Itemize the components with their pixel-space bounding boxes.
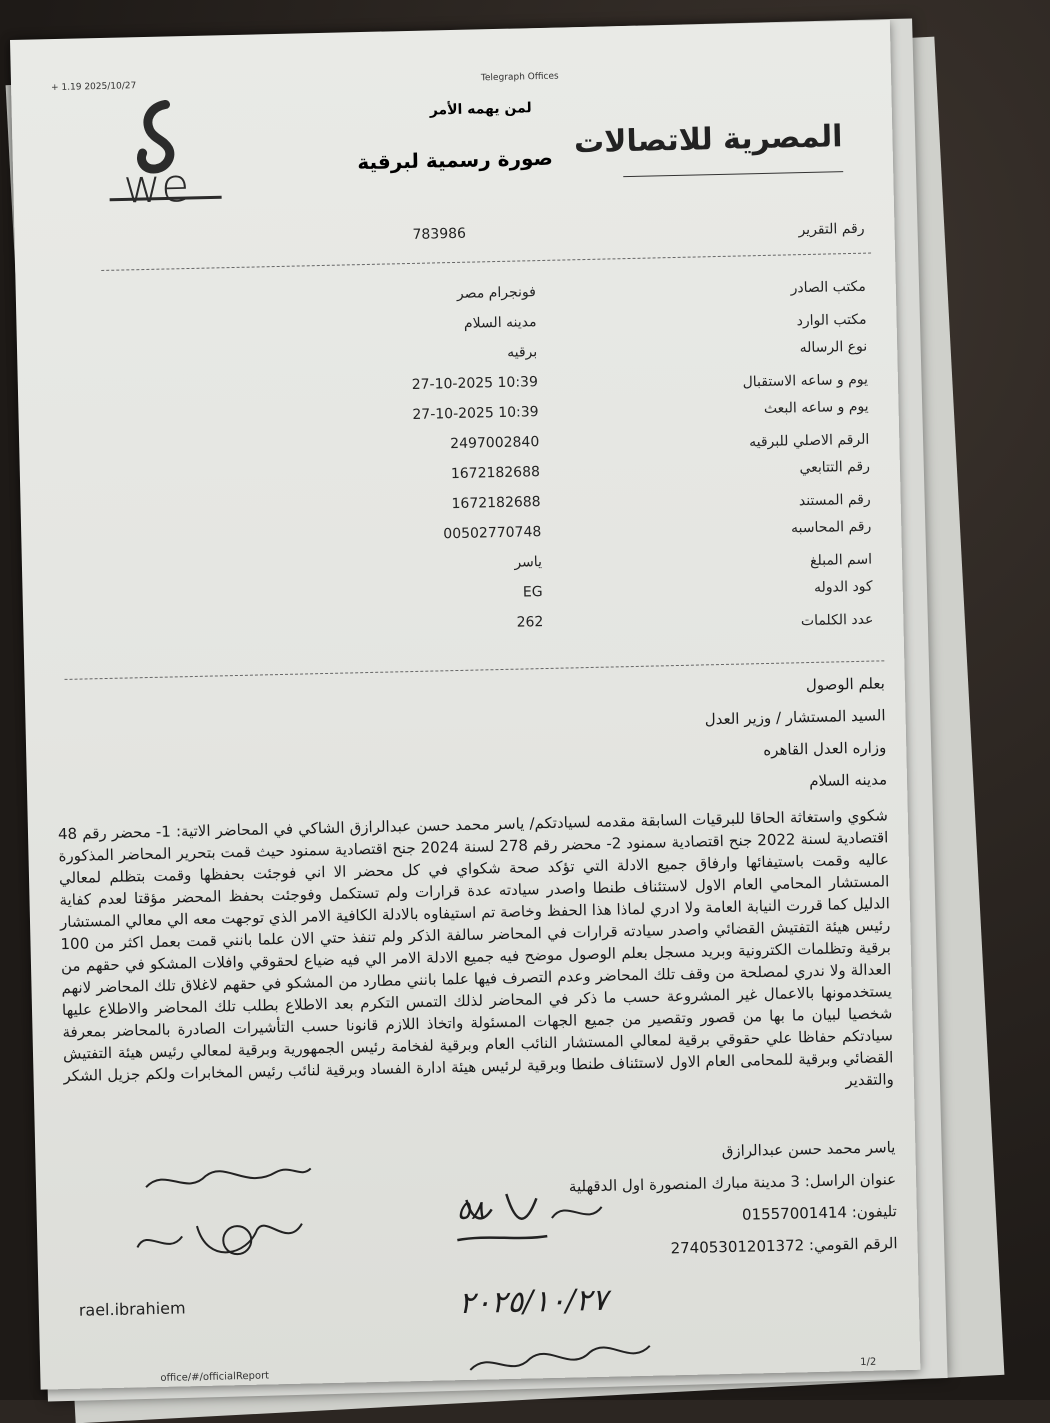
field-value: 262 (516, 614, 544, 631)
recipient-title: السيد المستشار / وزير العدل (704, 706, 886, 729)
field-label: يوم و ساعه الاستقبال (742, 371, 869, 391)
field-label: نوع الرساله (799, 338, 868, 357)
company-logo-text: المصرية للاتصالات (573, 119, 843, 161)
field-value: برقيه (506, 344, 538, 361)
field-value: ياسر (514, 554, 543, 571)
report-number-label: رقم التقرير (798, 220, 865, 239)
field-label: رقم المحاسبه (790, 518, 872, 537)
recipient-city: مدينه السلام (809, 770, 888, 791)
field-value: 27-10-2025 10:39 (411, 374, 539, 393)
field-label: كود الدوله (813, 578, 873, 596)
logo-underline (623, 171, 843, 177)
sender-address: عنوان الراسل: 3 مدينة مبارك المنصورة اول الدقهلية (568, 1170, 897, 1196)
handwritten-signature (125, 1153, 328, 1278)
message-body: شكوي واستغاثة الحاقا للبرقيات السابقة مقدمه لسيادتكم/ ياسر محمد حسن عبدالرازق الشاكي في المحاضر الاتية: 1- محضر رقم 48 اقتصادية لسنة 2022 جنح اقتصادية سمنود 2- محضر رقم 278 لسنة 2024 جنح اقتصادية سمنود حيث قمت بتحرير المحاضر المذكورة عاليه وقمت باستيفائها وارفاق جميع الادلة التي تؤكد صحة شكواي في كل محضر الا اني فوجئت بحفظها وقمت بتظلم لمعالي المستشار المحامي العام الاول لاستئناف طنطا واصدر سيادته عدة قرارات ولم تستكمل وفوجئت بحفظ المحضر مؤقتا لعدم كفاية الدليل كما قررت النيابة العامة ولا ادري لماذا هذا الحفظ وخاصة تم استيفاوه بالادلة الكافية الامر الذي توجهت معه الي معالي المستشار رئيس هيئة التفتيش القضائي واصدر سيادته قرارات في المحاضر سالفة الذكر ولم تنفذ حتي الان علما بانني قمت بعمل اكثر من 100 برقية وتظلمات الكترونية وبريد مسجل بعلم الوصول موضح فيه جميع الادلة الامر الي فيه ضياع لحقوقي وافلات المشكو في حقهم من العدالة ولا ندري لمصلحة من وقف تلك المحاضر وعدم التصرف فيها علما بانني مطارد من المشكو في حقهم لاغلاق تلك المحاضر لانهم يستخدمونها بالاعمال غير المشروعة حسب ما ذكر في المحاضر لذلك التمس التكرم بعد الاطلاع بطلب تلك المحاضر والاطلاع عليها شخصيا لبيان ما بها من قصور وتقصير من جميع الجهات المسئولة واتخاذ اللازم قانونا حسب التأشيرات الصادرة بالمحاضر بمعرفة سيادتكم حفاظا علي حقوقي برقية لمعالي المستشار النائب العام وبرقية لفخامة رئيس الجمهورية وبرقية لمعالي رئيس هيئة التفتيش القضائي وبرقية للمحامى العام الاول لاستئناف طنطا وبرقية لرئيس هيئة ادارة الفساد وبرقية لنائب رئيس المخابرات ولكم جزيل الشكر والتقدير (57, 806, 895, 1090)
we-logo-text: we (122, 157, 190, 214)
field-value: فونجرام مصر (456, 284, 537, 302)
handwritten-date: ٢٠٢٥/١٠/٢٧ (458, 1282, 609, 1322)
we-logo (103, 95, 226, 218)
report-url: office/#/officialReport (160, 1370, 270, 1384)
sender-national-id: الرقم القومي: 27405301201372 (670, 1234, 898, 1258)
field-value: EG (522, 584, 543, 601)
field-label: يوم و ساعه البعث (763, 398, 869, 417)
receipt-notice: بعلم الوصول (805, 674, 886, 695)
field-value: 27-10-2025 10:39 (412, 404, 539, 423)
field-label: مكتب الصادر (790, 278, 866, 297)
field-label: عدد الكلمات (800, 611, 874, 630)
telegram-document (10, 20, 920, 1390)
field-label: اسم المبلغ (809, 551, 873, 569)
field-label: رقم المستند (798, 491, 871, 510)
field-value: 2497002840 (450, 434, 540, 453)
operator-name: rael.ibrahiem (78, 1298, 186, 1320)
field-label: رقم التتابعي (799, 458, 871, 477)
recipient-ministry: وزاره العدل القاهره (763, 738, 887, 760)
handwritten-number: ٥٨ (456, 1195, 485, 1227)
to-whom: لمن يهمه الأمر (429, 100, 532, 119)
field-value: 00502770748 (443, 524, 542, 543)
office-title: Telegraph Offices (480, 71, 559, 84)
report-number-value: 783986 (412, 225, 467, 243)
field-value: 1672182688 (450, 464, 541, 483)
field-value: 1672182688 (451, 494, 541, 513)
print-code: + 1.19 2025/10/27 (50, 81, 137, 94)
field-value: مدينه السلام (463, 314, 537, 332)
document-title: صورة رسمية لبرقية (357, 145, 554, 175)
field-label: الرقم الاصلي للبرقيه (748, 431, 870, 451)
field-label: مكتب الوارد (796, 311, 867, 330)
sender-phone: تليفون: 01557001414 (741, 1202, 898, 1224)
page-marker: 1/2 (860, 1356, 877, 1369)
sender-name: ياسر محمد حسن عبدالرازق (721, 1138, 896, 1161)
divider (101, 253, 871, 271)
